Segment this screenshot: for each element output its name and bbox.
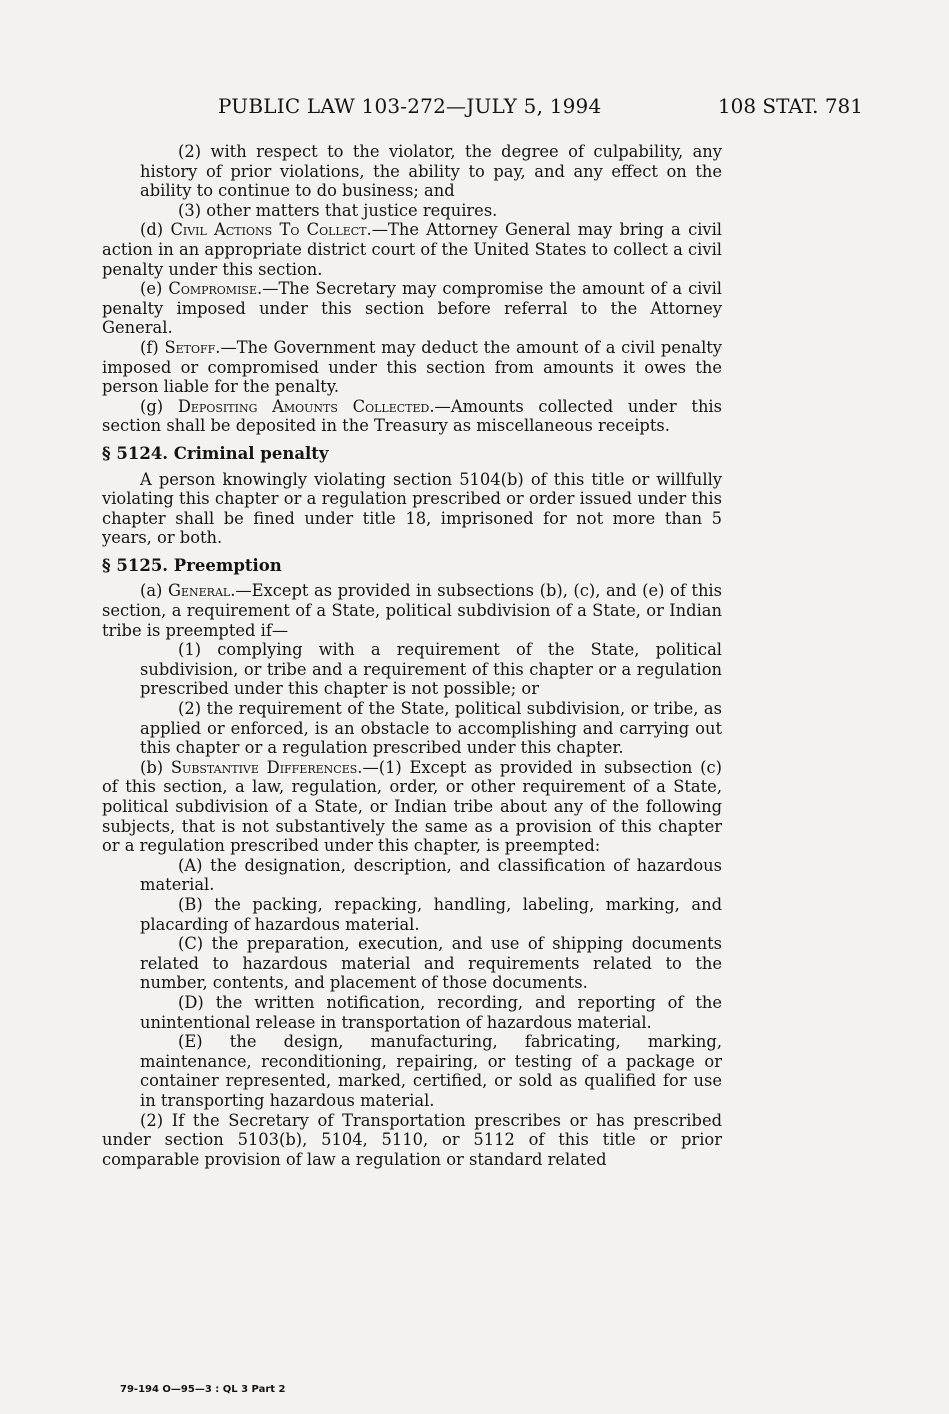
paragraph-2: (2) with respect to the violator, the degree of culpability, any history of prior violations, the ability to pay, and any effect on the ability to continue to do business; and: [140, 142, 722, 201]
subsection-g: [102, 397, 722, 436]
subsection-f-label: (f): [140, 337, 165, 357]
subsection-a-heading: General: [167, 581, 231, 601]
subsection-d-heading: Civil Actions To Collect: [170, 220, 367, 240]
section-5124-heading: § 5124. Criminal penalty: [102, 443, 329, 463]
subsection-a-label: (a): [140, 581, 168, 601]
print-footer-code: 79-194 O—95—3 : QL 3 Part 2: [120, 1384, 286, 1395]
subsection-e-label: (e): [140, 279, 169, 299]
subsection-b-E: (E) the design, manufacturing, fabricating, marking, maintenance, reconditioning, repairing, or testing of a package or container represented, marked, certified, or sold as qualified for use in transporting hazardous material.: [140, 1032, 722, 1110]
law-title: PUBLIC LAW 103-272—JULY 5, 1994: [218, 94, 602, 118]
subsection-g-heading: Depositing Amounts Collected: [177, 396, 430, 416]
subsection-b: [102, 758, 722, 856]
section-5124-text: A person knowingly violating section 5104(b) of this title or willfully violating this chapter or a regulation prescribed or order issued under this chapter shall be fined under title 18, imprisoned for not more than 5 years, or both.: [102, 469, 722, 548]
subsection-d: [102, 220, 722, 279]
subsection-a-text: .—Except as provided in subsections (b), (c), and (e) of this section, a requirement of a State, political subdivision of a State, or Indian tribe is preempted if—: [102, 581, 722, 640]
subsection-b-B: (B) the packing, repacking, handling, labeling, marking, and placarding of hazardous material.: [140, 894, 722, 934]
subsection-a: [102, 581, 722, 640]
subsection-d-text: .—The Attorney General may bring a civil action in an appropriate district court of the United States to collect a civil penalty under this section.: [102, 220, 723, 279]
document-body: [102, 142, 722, 1169]
subsection-f-text: .—The Government may deduct the amount of a civil penalty imposed or compromised under this section from amounts it owes the person liable for the penalty.: [102, 337, 723, 397]
subsection-a-1: (1) complying with a requirement of the State, political subdivision, or tribe and a requirement of this chapter or a regulation prescribed under this chapter is not possible; or: [140, 640, 722, 699]
subsection-b-C: (C) the preparation, execution, and use of shipping documents related to hazardous material and requirements related to the number, contents, and placement of those documents.: [140, 934, 722, 993]
subsection-b-2: (2) If the Secretary of Transportation prescribes or has prescribed under section 5103(b), 5104, 5110, or 5112 of this title or prior comparable provision of law a regulation or standard related: [102, 1110, 722, 1169]
subsection-b-heading: Substantive Differences: [170, 757, 358, 777]
subsection-f-heading: Setoff: [164, 337, 216, 357]
subsection-b-D: (D) the written notification, recording, and reporting of the unintentional release in transportation of hazardous material.: [140, 992, 722, 1032]
subsection-e: [102, 279, 722, 338]
section-5125-heading: § 5125. Preemption: [102, 555, 282, 575]
subsection-e-text: .—The Secretary may compromise the amount of a civil penalty imposed under this section before referral to the Attorney General.: [102, 279, 723, 338]
subsection-f: [102, 338, 722, 397]
subsection-b-text: .—(1) Except as provided in subsection (c) of this section, a law, regulation, order, or other requirement of a State, political subdivision of a State, or Indian tribe about any of the following subjects, that is not substantively the same as a provision of this chapter or a regulation prescribed under this chapter, is preempted:: [102, 757, 722, 856]
subsection-e-heading: Compromise: [168, 279, 257, 299]
subsection-g-text: .—Amounts collected under this section shall be deposited in the Treasury as miscellaneous receipts.: [102, 396, 722, 436]
subsection-b-label: (b): [140, 757, 171, 777]
subsection-a-2: (2) the requirement of the State, political subdivision, or tribe, as applied or enforced, is an obstacle to accomplishing and carrying out this chapter or a regulation prescribed under this chapter.: [140, 699, 722, 758]
subsection-b-A: (A) the designation, description, and classification of hazardous material.: [140, 855, 722, 895]
subsection-g-label: (g): [140, 396, 178, 416]
running-header: [100, 94, 863, 124]
subsection-d-label: (d): [140, 220, 171, 240]
statute-page-number: 108 STAT. 781: [717, 94, 863, 118]
paragraph-3: (3) other matters that justice requires.: [178, 200, 498, 220]
